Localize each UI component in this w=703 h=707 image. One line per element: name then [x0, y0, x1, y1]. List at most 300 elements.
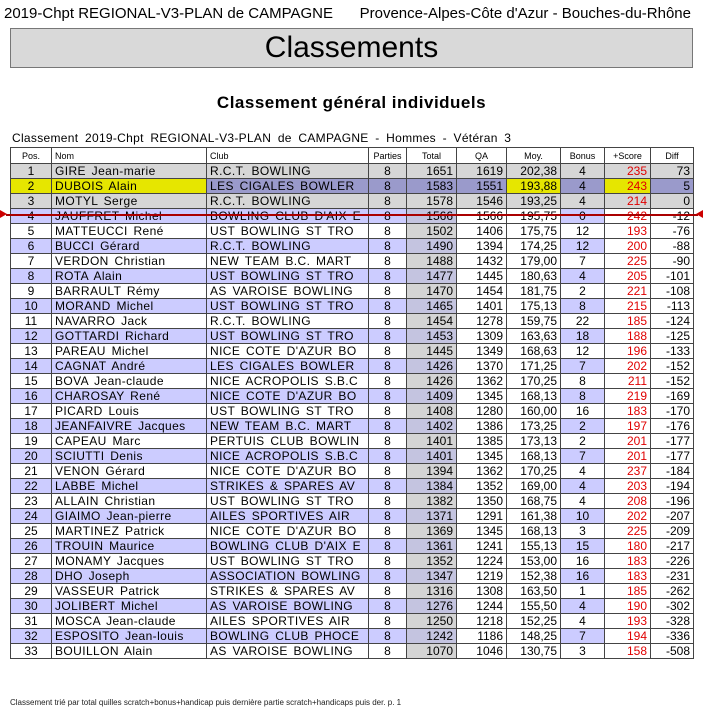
cell-qa: 1244: [457, 599, 507, 614]
cell-qa: 1362: [457, 374, 507, 389]
cell-qa: 1350: [457, 494, 507, 509]
table-row: [11, 584, 694, 599]
cell-moy: 155,50: [507, 599, 561, 614]
cell-parties: 8: [369, 374, 407, 389]
cell-score: 225: [605, 524, 651, 539]
cell-moy: 181,75: [507, 284, 561, 299]
cell-qa: 1046: [457, 644, 507, 659]
cell-bonus: 8: [561, 299, 605, 314]
cell-club: UST BOWLING ST TRO: [207, 329, 369, 344]
cell-bonus: 2: [561, 434, 605, 449]
cell-total: 1409: [407, 389, 457, 404]
cell-diff: -76: [651, 224, 694, 239]
cell-parties: 8: [369, 284, 407, 299]
cell-pos: 1: [11, 164, 52, 179]
cell-diff: -133: [651, 344, 694, 359]
cell-bonus: 4: [561, 179, 605, 194]
cell-pos: 22: [11, 479, 52, 494]
cell-bonus: 12: [561, 239, 605, 254]
cell-total: 1477: [407, 269, 457, 284]
cell-bonus: 2: [561, 419, 605, 434]
table-row: [11, 644, 694, 659]
cell-parties: 8: [369, 614, 407, 629]
cell-bonus: 7: [561, 359, 605, 374]
cell-qa: 1218: [457, 614, 507, 629]
cell-total: 1402: [407, 419, 457, 434]
cell-club: BOWLING CLUB PHOCE: [207, 629, 369, 644]
cell-nom: GIAIMO Jean-pierre: [52, 509, 207, 524]
cell-score: 215: [605, 299, 651, 314]
cell-parties: 8: [369, 569, 407, 584]
table-row: [11, 374, 694, 389]
cell-score: 201: [605, 434, 651, 449]
cell-moy: 168,13: [507, 449, 561, 464]
cell-pos: 10: [11, 299, 52, 314]
cell-club: R.C.T. BOWLING: [207, 314, 369, 329]
cell-club: AS VAROISE BOWLING: [207, 599, 369, 614]
cell-total: 1583: [407, 179, 457, 194]
cell-club: NEW TEAM B.C. MART: [207, 254, 369, 269]
cell-parties: 8: [369, 539, 407, 554]
cell-bonus: 4: [561, 194, 605, 209]
cell-total: 1401: [407, 449, 457, 464]
cell-moy: 193,88: [507, 179, 561, 194]
cell-moy: 175,75: [507, 224, 561, 239]
cell-diff: 5: [651, 179, 694, 194]
cell-diff: -207: [651, 509, 694, 524]
cell-parties: 8: [369, 254, 407, 269]
cell-total: 1371: [407, 509, 457, 524]
cell-club: UST BOWLING ST TRO: [207, 554, 369, 569]
cell-parties: 8: [369, 464, 407, 479]
cell-pos: 23: [11, 494, 52, 509]
cell-bonus: 12: [561, 344, 605, 359]
col-header-bonus: Bonus: [561, 148, 605, 164]
cell-pos: 13: [11, 344, 52, 359]
cell-diff: -90: [651, 254, 694, 269]
cell-parties: 8: [369, 479, 407, 494]
table-row: [11, 449, 694, 464]
cell-score: 208: [605, 494, 651, 509]
table-row: [11, 359, 694, 374]
cell-diff: -302: [651, 599, 694, 614]
cell-total: 1242: [407, 629, 457, 644]
cell-nom: MONAMY Jacques: [52, 554, 207, 569]
cell-diff: -209: [651, 524, 694, 539]
cell-nom: JOLIBERT Michel: [52, 599, 207, 614]
cell-qa: 1186: [457, 629, 507, 644]
cell-parties: 8: [369, 449, 407, 464]
table-row: [11, 539, 694, 554]
table-row: [11, 614, 694, 629]
cell-nom: ROTA Alain: [52, 269, 207, 284]
cell-score: 214: [605, 194, 651, 209]
cell-club: UST BOWLING ST TRO: [207, 494, 369, 509]
cell-club: LES CIGALES BOWLER: [207, 359, 369, 374]
cell-total: 1401: [407, 434, 457, 449]
cell-pos: 15: [11, 374, 52, 389]
cell-club: BOWLING CLUB D'AIX E: [207, 539, 369, 554]
cell-nom: BARRAULT Rémy: [52, 284, 207, 299]
cell-nom: NAVARRO Jack: [52, 314, 207, 329]
cell-qa: 1280: [457, 404, 507, 419]
cell-club: STRIKES & SPARES AV: [207, 584, 369, 599]
cell-score: 180: [605, 539, 651, 554]
table-row: [11, 299, 694, 314]
table-row: [11, 194, 694, 209]
cell-total: 1465: [407, 299, 457, 314]
cell-club: BOWLING CLUB D'AIX E: [207, 209, 369, 224]
cell-bonus: 7: [561, 449, 605, 464]
cell-score: 201: [605, 449, 651, 464]
document-header-right: Provence-Alpes-Côte d'Azur - Bouches-du-Rhône: [359, 5, 691, 22]
cell-pos: 7: [11, 254, 52, 269]
table-row: [11, 569, 694, 584]
cell-diff: -170: [651, 404, 694, 419]
cell-club: UST BOWLING ST TRO: [207, 404, 369, 419]
cell-club: NICE ACROPOLIS S.B.C: [207, 449, 369, 464]
table-footnote: Classement trié par total quilles scratch+bonus+handicap puis dernière partie scratch+handicaps puis der. p. 1: [10, 698, 402, 707]
cell-qa: 1241: [457, 539, 507, 554]
table-row: [11, 389, 694, 404]
cell-nom: BUCCI Gérard: [52, 239, 207, 254]
cell-bonus: 4: [561, 269, 605, 284]
cell-moy: 163,50: [507, 584, 561, 599]
cell-pos: 25: [11, 524, 52, 539]
cell-pos: 29: [11, 584, 52, 599]
cell-total: 1384: [407, 479, 457, 494]
cell-score: 183: [605, 554, 651, 569]
cell-diff: -328: [651, 614, 694, 629]
cell-score: 235: [605, 164, 651, 179]
cell-parties: 8: [369, 344, 407, 359]
cell-score: 202: [605, 359, 651, 374]
cell-parties: 8: [369, 389, 407, 404]
cell-moy: 195,75: [507, 209, 561, 224]
cell-club: NICE COTE D'AZUR BO: [207, 344, 369, 359]
cell-pos: 33: [11, 644, 52, 659]
cell-bonus: 1: [561, 584, 605, 599]
cell-diff: -196: [651, 494, 694, 509]
cell-pos: 17: [11, 404, 52, 419]
cell-qa: 1370: [457, 359, 507, 374]
cell-diff: -124: [651, 314, 694, 329]
section-subtitle: Classement général individuels: [216, 93, 487, 112]
cell-score: 183: [605, 569, 651, 584]
cell-qa: 1352: [457, 479, 507, 494]
cell-pos: 32: [11, 629, 52, 644]
cell-score: 221: [605, 284, 651, 299]
cell-parties: 8: [369, 404, 407, 419]
cell-nom: GOTTARDI Richard: [52, 329, 207, 344]
cell-parties: 8: [369, 194, 407, 209]
cell-club: AILES SPORTIVES AIR: [207, 509, 369, 524]
cell-moy: 163,63: [507, 329, 561, 344]
cell-club: NICE COTE D'AZUR BO: [207, 464, 369, 479]
cell-pos: 24: [11, 509, 52, 524]
cell-bonus: 16: [561, 554, 605, 569]
cell-total: 1316: [407, 584, 457, 599]
cell-total: 1382: [407, 494, 457, 509]
cell-diff: -12: [651, 209, 694, 224]
cell-club: PERTUIS CLUB BOWLIN: [207, 434, 369, 449]
cell-nom: MATTEUCCI René: [52, 224, 207, 239]
cell-pos: 26: [11, 539, 52, 554]
cell-moy: 179,00: [507, 254, 561, 269]
cell-parties: 8: [369, 599, 407, 614]
cell-score: 183: [605, 404, 651, 419]
cell-pos: 6: [11, 239, 52, 254]
cell-nom: MOTYL Serge: [52, 194, 207, 209]
cell-parties: 8: [369, 434, 407, 449]
cell-total: 1352: [407, 554, 457, 569]
table-row: [11, 629, 694, 644]
cell-score: 185: [605, 584, 651, 599]
cell-score: 185: [605, 314, 651, 329]
cell-pos: 20: [11, 449, 52, 464]
cell-diff: -108: [651, 284, 694, 299]
cell-moy: 168,75: [507, 494, 561, 509]
cell-score: 197: [605, 419, 651, 434]
cell-diff: 0: [651, 194, 694, 209]
cell-nom: MORAND Michel: [52, 299, 207, 314]
cell-pos: 31: [11, 614, 52, 629]
cell-score: 194: [605, 629, 651, 644]
cell-parties: 8: [369, 584, 407, 599]
cell-pos: 14: [11, 359, 52, 374]
cell-club: AS VAROISE BOWLING: [207, 644, 369, 659]
cell-qa: 1394: [457, 239, 507, 254]
col-header-qa: QA: [457, 148, 507, 164]
cell-moy: 193,25: [507, 194, 561, 209]
cell-bonus: 8: [561, 389, 605, 404]
col-header-moy: Moy.: [507, 148, 561, 164]
table-row: [11, 494, 694, 509]
col-header-pos: Pos.: [11, 148, 52, 164]
cell-qa: 1309: [457, 329, 507, 344]
cell-moy: 168,13: [507, 389, 561, 404]
cell-moy: 169,00: [507, 479, 561, 494]
cell-pos: 12: [11, 329, 52, 344]
cell-nom: JEANFAIVRE Jacques: [52, 419, 207, 434]
cell-pos: 30: [11, 599, 52, 614]
cell-parties: 8: [369, 359, 407, 374]
cell-nom: BOUILLON Alain: [52, 644, 207, 659]
cell-parties: 8: [369, 419, 407, 434]
cell-total: 1070: [407, 644, 457, 659]
cell-moy: 152,25: [507, 614, 561, 629]
cell-total: 1566: [407, 209, 457, 224]
cell-diff: -177: [651, 449, 694, 464]
cell-diff: -113: [651, 299, 694, 314]
cell-nom: VERDON Christian: [52, 254, 207, 269]
table-row: [11, 509, 694, 524]
cell-pos: 3: [11, 194, 52, 209]
col-header-club: Club: [207, 148, 369, 164]
col-header-total: Total: [407, 148, 457, 164]
cell-bonus: 4: [561, 599, 605, 614]
cell-moy: 153,00: [507, 554, 561, 569]
cell-pos: 19: [11, 434, 52, 449]
cell-parties: 8: [369, 269, 407, 284]
table-row: [11, 284, 694, 299]
cell-nom: JAUFFRET Michel: [52, 209, 207, 224]
cell-moy: 148,25: [507, 629, 561, 644]
cell-score: 193: [605, 614, 651, 629]
cell-diff: -194: [651, 479, 694, 494]
table-row: [11, 404, 694, 419]
table-row: [11, 524, 694, 539]
cell-club: NEW TEAM B.C. MART: [207, 419, 369, 434]
cell-diff: -262: [651, 584, 694, 599]
cell-pos: 5: [11, 224, 52, 239]
cell-qa: 1619: [457, 164, 507, 179]
document-header-left: 2019-Chpt REGIONAL-V3-PLAN de CAMPAGNE: [4, 5, 334, 22]
cell-pos: 16: [11, 389, 52, 404]
cell-club: LES CIGALES BOWLER: [207, 179, 369, 194]
table-row: [11, 479, 694, 494]
cell-qa: 1551: [457, 179, 507, 194]
cell-bonus: 10: [561, 509, 605, 524]
cell-club: STRIKES & SPARES AV: [207, 479, 369, 494]
cell-total: 1651: [407, 164, 457, 179]
cell-qa: 1362: [457, 464, 507, 479]
table-row: [11, 329, 694, 344]
table-row: [11, 464, 694, 479]
col-header-score: +Score: [605, 148, 651, 164]
cell-qa: 1445: [457, 269, 507, 284]
cell-diff: -184: [651, 464, 694, 479]
cell-parties: 8: [369, 629, 407, 644]
table-row: [11, 209, 694, 224]
cell-moy: 175,13: [507, 299, 561, 314]
cell-total: 1490: [407, 239, 457, 254]
cell-moy: 171,25: [507, 359, 561, 374]
table-row: [11, 239, 694, 254]
cell-pos: 9: [11, 284, 52, 299]
cell-qa: 1401: [457, 299, 507, 314]
cell-qa: 1385: [457, 434, 507, 449]
cell-moy: 168,13: [507, 524, 561, 539]
cell-pos: 4: [11, 209, 52, 224]
cell-bonus: 12: [561, 224, 605, 239]
cell-moy: 173,25: [507, 419, 561, 434]
cell-score: 205: [605, 269, 651, 284]
cell-qa: 1546: [457, 194, 507, 209]
cell-moy: 152,38: [507, 569, 561, 584]
cell-total: 1488: [407, 254, 457, 269]
cell-score: 237: [605, 464, 651, 479]
cell-qa: 1219: [457, 569, 507, 584]
cell-qa: 1345: [457, 389, 507, 404]
cell-club: AS VAROISE BOWLING: [207, 284, 369, 299]
table-row: [11, 434, 694, 449]
cell-diff: -217: [651, 539, 694, 554]
cell-diff: 73: [651, 164, 694, 179]
cell-qa: 1454: [457, 284, 507, 299]
cell-nom: PAREAU Michel: [52, 344, 207, 359]
cell-parties: 8: [369, 329, 407, 344]
cell-bonus: 4: [561, 164, 605, 179]
cell-bonus: 0: [561, 209, 605, 224]
cell-score: 158: [605, 644, 651, 659]
cell-qa: 1566: [457, 209, 507, 224]
cell-total: 1347: [407, 569, 457, 584]
cell-total: 1250: [407, 614, 457, 629]
cell-bonus: 4: [561, 464, 605, 479]
cell-diff: -125: [651, 329, 694, 344]
col-header-nom: Nom: [52, 148, 207, 164]
cell-bonus: 3: [561, 524, 605, 539]
cell-bonus: 7: [561, 254, 605, 269]
cell-nom: BOVA Jean-claude: [52, 374, 207, 389]
cell-diff: -152: [651, 359, 694, 374]
cell-bonus: 4: [561, 614, 605, 629]
table-row: [11, 554, 694, 569]
cell-club: R.C.T. BOWLING: [207, 194, 369, 209]
cell-total: 1453: [407, 329, 457, 344]
cell-moy: 173,13: [507, 434, 561, 449]
cell-moy: 170,25: [507, 464, 561, 479]
cell-club: UST BOWLING ST TRO: [207, 269, 369, 284]
cell-bonus: 2: [561, 284, 605, 299]
cell-score: 193: [605, 224, 651, 239]
cell-pos: 27: [11, 554, 52, 569]
cell-nom: VENON Gérard: [52, 464, 207, 479]
cell-pos: 28: [11, 569, 52, 584]
cell-parties: 8: [369, 224, 407, 239]
cell-total: 1394: [407, 464, 457, 479]
cell-total: 1361: [407, 539, 457, 554]
cell-parties: 8: [369, 509, 407, 524]
cell-total: 1426: [407, 374, 457, 389]
cell-moy: 155,13: [507, 539, 561, 554]
cell-diff: -508: [651, 644, 694, 659]
cell-parties: 8: [369, 179, 407, 194]
cell-parties: 8: [369, 209, 407, 224]
cell-moy: 180,63: [507, 269, 561, 284]
table-row: [11, 419, 694, 434]
table-row: [11, 314, 694, 329]
cell-score: 225: [605, 254, 651, 269]
cell-nom: CAPEAU Marc: [52, 434, 207, 449]
cell-diff: -336: [651, 629, 694, 644]
cell-moy: 202,38: [507, 164, 561, 179]
cell-bonus: 7: [561, 629, 605, 644]
cell-diff: -169: [651, 389, 694, 404]
cell-nom: DUBOIS Alain: [52, 179, 207, 194]
table-row: [11, 269, 694, 284]
cell-club: NICE ACROPOLIS S.B.C: [207, 374, 369, 389]
cell-nom: CHAROSAY René: [52, 389, 207, 404]
cell-moy: 161,38: [507, 509, 561, 524]
cell-score: 219: [605, 389, 651, 404]
cell-club: NICE COTE D'AZUR BO: [207, 524, 369, 539]
cell-nom: VASSEUR Patrick: [52, 584, 207, 599]
cell-nom: CAGNAT André: [52, 359, 207, 374]
cell-score: 200: [605, 239, 651, 254]
cell-bonus: 15: [561, 539, 605, 554]
cell-club: UST BOWLING ST TRO: [207, 224, 369, 239]
cell-parties: 8: [369, 524, 407, 539]
cut-line-right-marker-icon: [696, 210, 703, 218]
cell-parties: 8: [369, 299, 407, 314]
cell-nom: MOSCA Jean-claude: [52, 614, 207, 629]
cell-bonus: 22: [561, 314, 605, 329]
cell-nom: LABBE Michel: [52, 479, 207, 494]
cell-total: 1454: [407, 314, 457, 329]
cell-nom: GIRE Jean-marie: [52, 164, 207, 179]
